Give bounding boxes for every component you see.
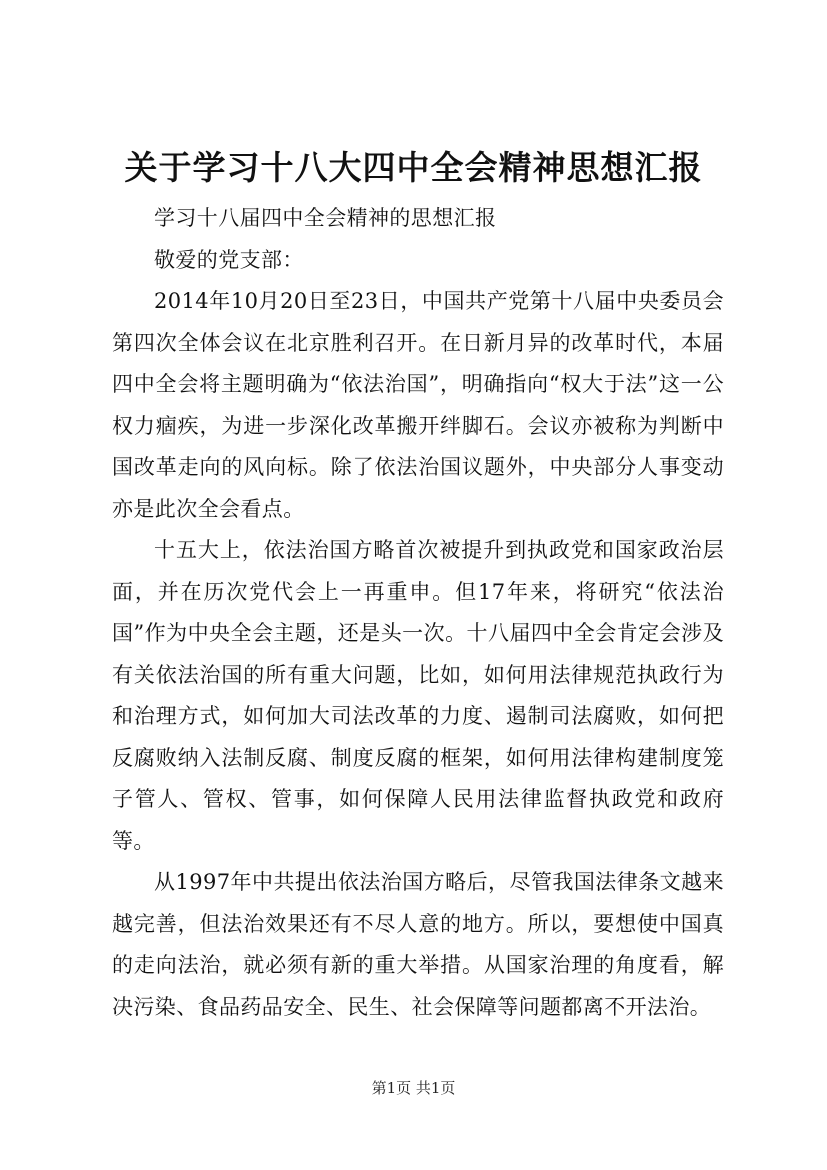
paragraph-1: 2014年10月20日至23日，中国共产党第十八届中央委员会第四次全体会议在北京胜利召开。在日新月异的改革时代，本届四中全会将主题明确为“依法治国”，明确指向“权大于法”这一公权力痼疾，为进一步深化改革搬开绊脚石。会议亦被称为判断中国改革走向的风向标。除了依法治国议题外，中央部分人事变动亦是此次全会看点。 [112,289,724,521]
document-body [112,198,724,1028]
salutation: 敬爱的党支部： [154,247,304,272]
document-title: 关于学习十八大四中全会精神思想汇报 [124,148,703,187]
page-footer: 第1页 共1页 [371,1079,456,1097]
paragraph-2: 十五大上，依法治国方略首次被提升到执政党和国家政治层面，并在历次党代会上一再重申。但17年来，将研究“依法治国”作为中央全会主题，还是头一次。十八届四中全会肯定会涉及有关依法治国的所有重大问题，比如，如何用法律规范执政行为和治理方式，如何加大司法改革的力度、遏制司法腐败，如何把反腐败纳入法制反腐、制度反腐的框架，如何用法律构建制度笼子管人、管权、管事，如何保障人民用法律监督执政党和政府等。 [112,538,724,853]
document-subtitle: 学习十八届四中全会精神的思想汇报 [154,206,497,230]
paragraph-3: 从1997年中共提出依法治国方略后，尽管我国法律条文越来越完善，但法治效果还有不尽人意的地方。所以，要想使中国真的走向法治，就必须有新的重大举措。从国家治理的角度看，解决污染、食品药品安全、民生、社会保障等问题都离不开法治。 [112,870,724,1019]
